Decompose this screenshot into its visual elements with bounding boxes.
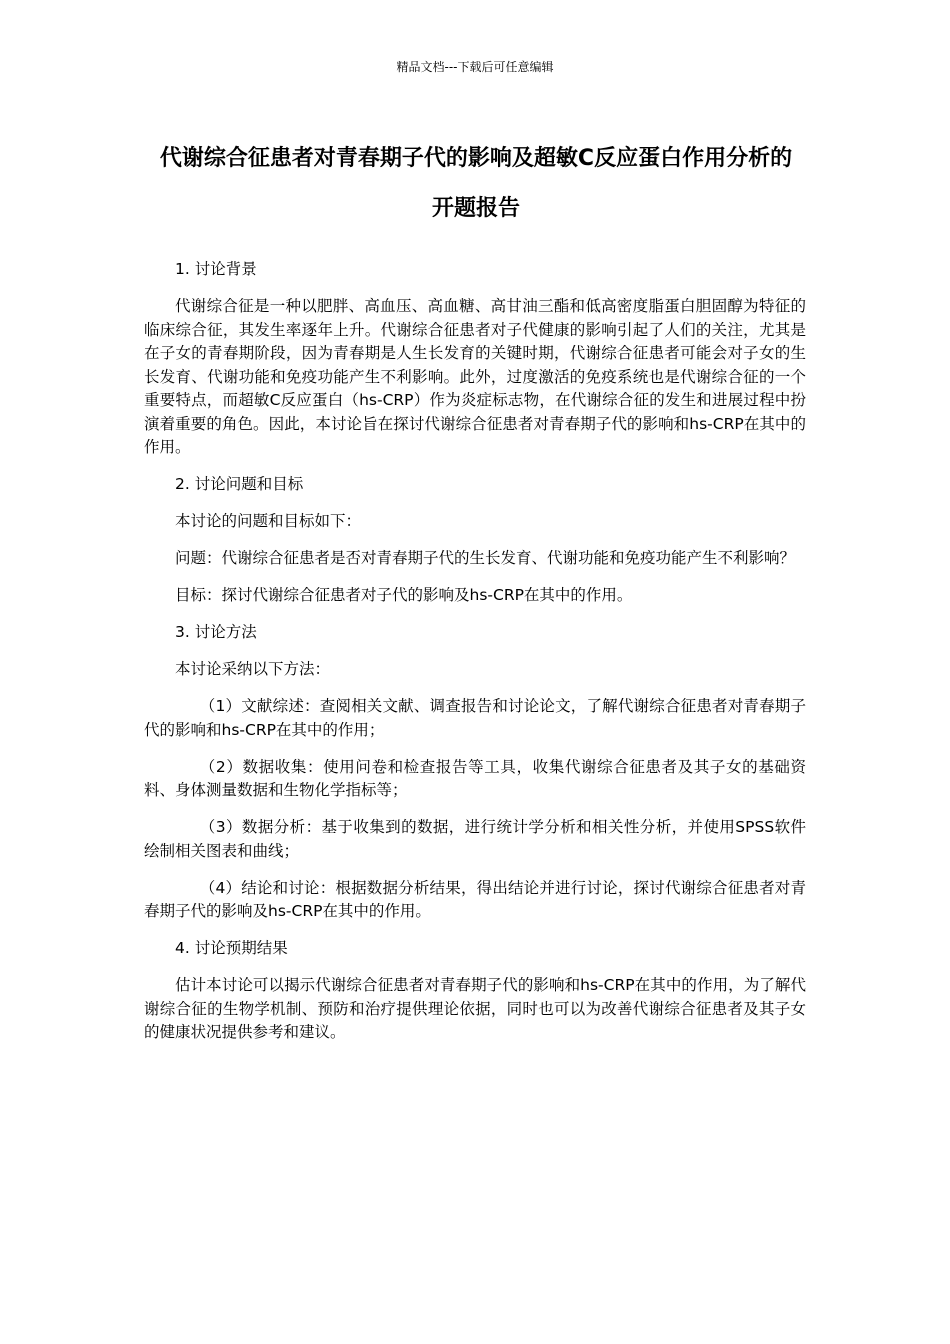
section-heading-background: 1. 讨论背景 bbox=[175, 260, 257, 278]
method-item-data-analysis: （3）数据分析：基于收集到的数据，进行统计学分析和相关性分析，并使用SPSS软件绘制相关图表和曲线； bbox=[144, 818, 806, 860]
header-note: 精品文档---下载后可任意编辑 bbox=[396, 60, 554, 74]
method-item-conclusion: （4）结论和讨论：根据数据分析结果，得出结论并进行讨论，探讨代谢综合征患者对青春期子代的影响及hs-CRP在其中的作用。 bbox=[144, 878, 806, 920]
method-item-data-collection: （2）数据收集：使用问卷和检查报告等工具，收集代谢综合征患者及其子女的基础资料、身体测量数据和生物化学指标等； bbox=[144, 757, 806, 799]
paragraph-goal: 目标：探讨代谢综合征患者对子代的影响及hs-CRP在其中的作用。 bbox=[175, 586, 633, 604]
document-body bbox=[144, 258, 806, 1058]
document-title: 代谢综合征患者对青春期子代的影响及超敏C反应蛋白作用分析的开题报告 bbox=[159, 146, 793, 221]
paragraph-background: 代谢综合征是一种以肥胖、高血压、高血糖、高甘油三酯和低高密度脂蛋白胆固醇为特征的临床综合征，其发生率逐年上升。代谢综合征患者对子代健康的影响引起了人们的关注，尤其是在子女的青春期阶段，因为青春期是人生长发育的关键时期，代谢综合征患者可能会对子女的生长发育、代谢功能和免疫功能产生不利影响。此外，过度激活的免疫系统也是代谢综合征的一个重要特点，而超敏C反应蛋白（hs-CRP）作为炎症标志物，在代谢综合征的发生和进展过程中扮演着重要的角色。因此，本讨论旨在探讨代谢综合征患者对青春期子代的影响和hs-CRP在其中的作用。 bbox=[144, 297, 806, 456]
section-heading-methods: 3. 讨论方法 bbox=[175, 623, 257, 641]
method-item-literature-review: （1）文献综述：查阅相关文献、调查报告和讨论论文，了解代谢综合征患者对青春期子代的影响和hs-CRP在其中的作用； bbox=[144, 697, 806, 739]
section-heading-questions-goals: 2. 讨论问题和目标 bbox=[175, 475, 304, 493]
paragraph-question: 问题：代谢综合征患者是否对青春期子代的生长发育、代谢功能和免疫功能产生不利影响？ bbox=[175, 549, 796, 567]
section-heading-expected-results: 4. 讨论预期结果 bbox=[175, 939, 288, 957]
paragraph-methods-intro: 本讨论采纳以下方法： bbox=[175, 660, 331, 678]
paragraph-expected-results: 估计本讨论可以揭示代谢综合征患者对青春期子代的影响和hs-CRP在其中的作用，为了解代谢综合征的生物学机制、预防和治疗提供理论依据，同时也可以为改善代谢综合征患者及其子女的健康状况提供参考和建议。 bbox=[144, 976, 806, 1041]
paragraph-questions-intro: 本讨论的问题和目标如下： bbox=[175, 512, 362, 530]
